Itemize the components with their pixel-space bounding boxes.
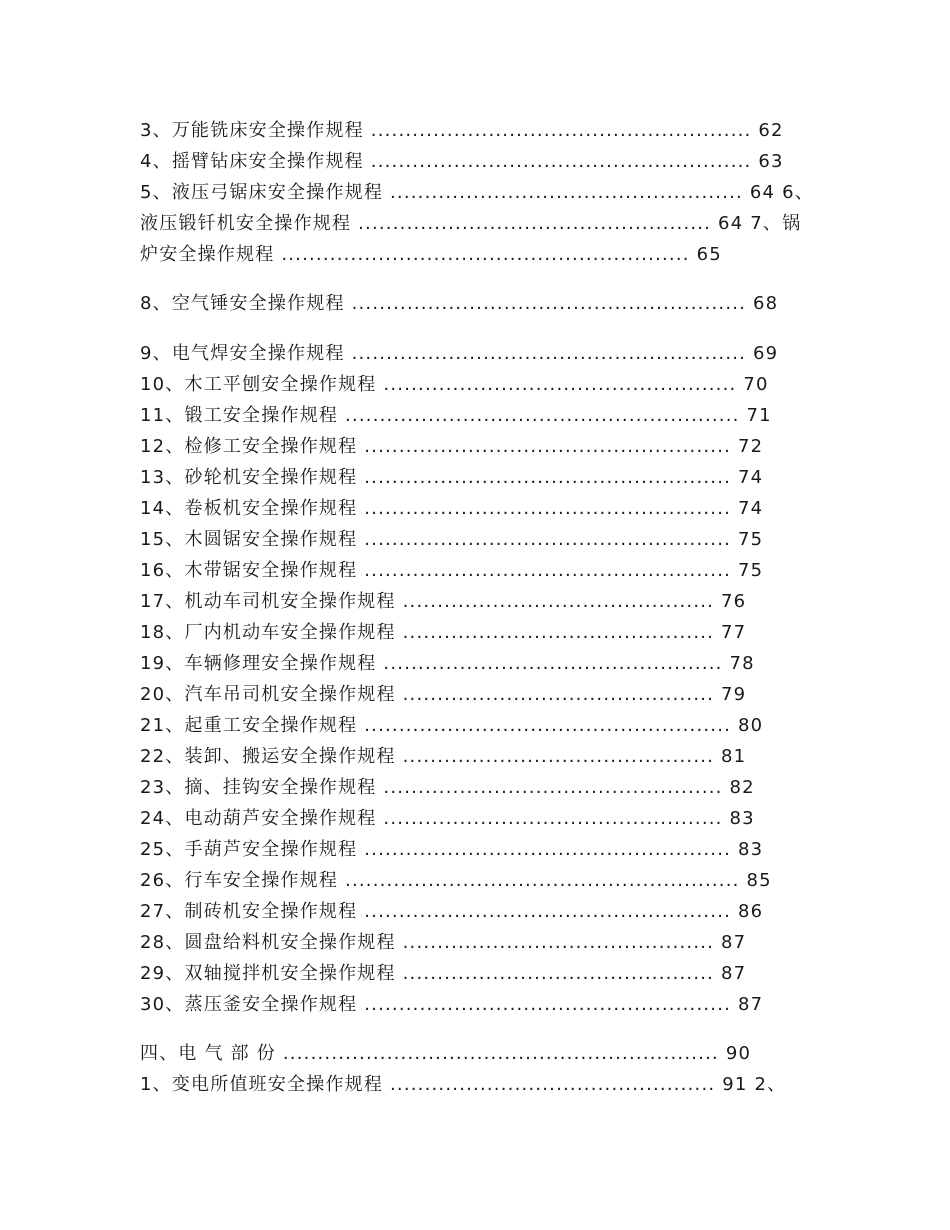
- toc-line: 30、蒸压釜安全操作规程 ..................................................... 87: [140, 994, 764, 1015]
- toc-line: 17、机动车司机安全操作规程 ............................................. 76: [140, 591, 747, 612]
- toc-line: 21、起重工安全操作规程 ..................................................... 80: [140, 715, 764, 736]
- toc-line: 25、手葫芦安全操作规程 ..................................................... 83: [140, 839, 764, 860]
- toc-line: 23、摘、挂钩安全操作规程 ................................................. 82: [140, 777, 755, 798]
- toc-line: 4、摇臂钻床安全操作规程 ....................................................... 63: [140, 151, 784, 172]
- toc-line: 22、装卸、搬运安全操作规程 ............................................. 81: [140, 746, 747, 767]
- toc-line: 12、检修工安全操作规程 ..................................................... 72: [140, 436, 764, 457]
- toc-line: 13、砂轮机安全操作规程 ..................................................... 74: [140, 467, 764, 488]
- toc-line: 3、万能铣床安全操作规程 ....................................................... 62: [140, 120, 784, 141]
- toc-line: 8、空气锤安全操作规程 ......................................................... 68: [140, 293, 779, 314]
- toc-line: 9、电气焊安全操作规程 ......................................................... 69: [140, 343, 779, 364]
- toc-line: 16、木带锯安全操作规程 ..................................................... 75: [140, 560, 764, 581]
- toc-line: 炉安全操作规程 ........................................................... 65: [140, 244, 722, 265]
- toc-line: 27、制砖机安全操作规程 ..................................................... 86: [140, 901, 764, 922]
- toc-line: 液压锻钎机安全操作规程 ................................................... 64 7、锅: [140, 213, 802, 234]
- toc-line: 19、车辆修理安全操作规程 ................................................. 78: [140, 653, 755, 674]
- toc-line: 14、卷板机安全操作规程 ..................................................... 74: [140, 498, 764, 519]
- toc-line: 11、锻工安全操作规程 ......................................................... 71: [140, 405, 772, 426]
- toc-line: 29、双轴搅拌机安全操作规程 ............................................. 87: [140, 963, 747, 984]
- toc-line: 20、汽车吊司机安全操作规程 ............................................. 79: [140, 684, 747, 705]
- toc-line: 1、变电所值班安全操作规程 ............................................... 91 2、: [140, 1074, 787, 1095]
- toc-line: 28、圆盘给料机安全操作规程 ............................................. 87: [140, 932, 747, 953]
- toc-line: 15、木圆锯安全操作规程 ..................................................... 75: [140, 529, 764, 550]
- toc-section-heading: 四、电 气 部 份 ............................................................... 90: [140, 1043, 752, 1064]
- toc-line: 18、厂内机动车安全操作规程 ............................................. 77: [140, 622, 747, 643]
- toc-line: 24、电动葫芦安全操作规程 ................................................. 83: [140, 808, 755, 829]
- toc-line: 5、液压弓锯床安全操作规程 ................................................... 64 6、: [140, 182, 814, 203]
- toc-line: 26、行车安全操作规程 ......................................................... 85: [140, 870, 772, 891]
- toc-line: 10、木工平刨安全操作规程 ................................................... 70: [140, 374, 769, 395]
